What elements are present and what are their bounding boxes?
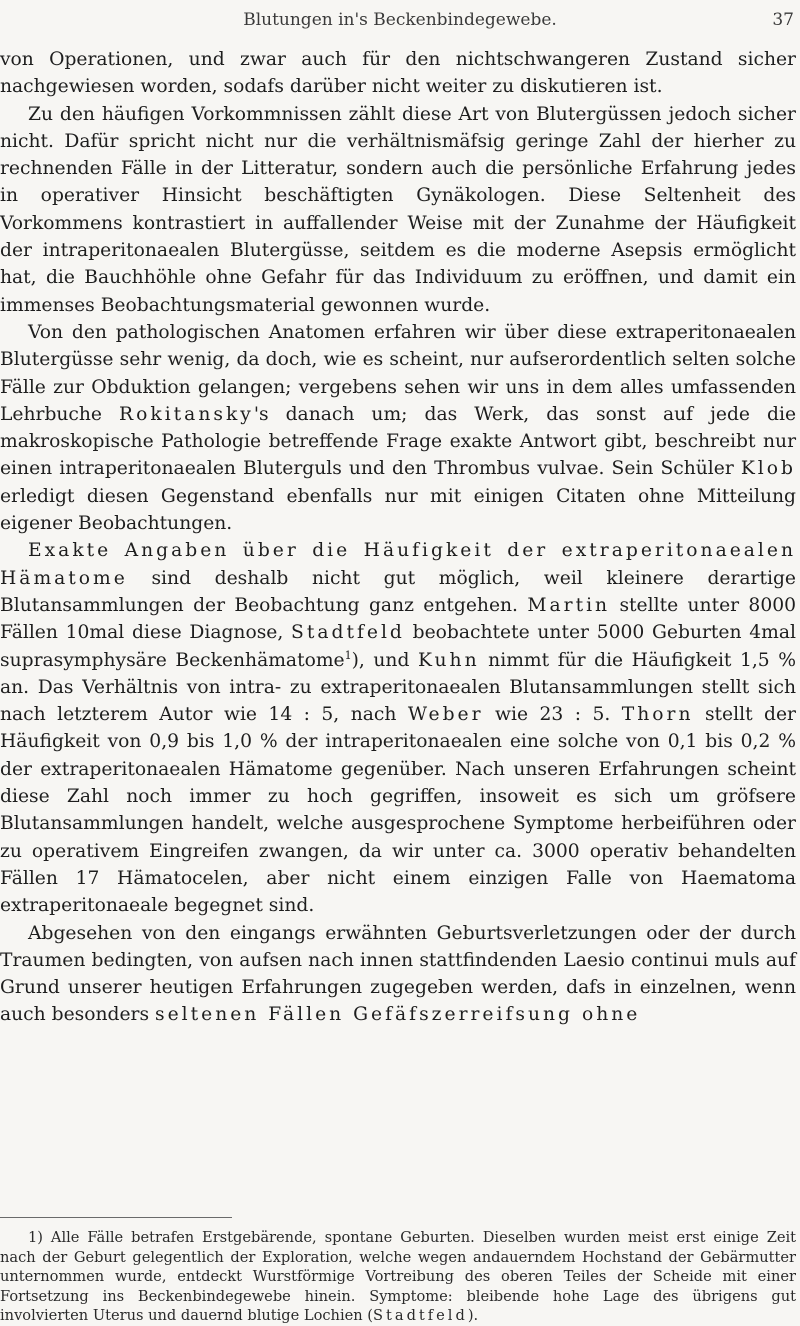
spaced-emphasis: Stadtfeld bbox=[291, 622, 405, 644]
text-run: nimmt für die Häufigkeit 1,5 % an. Das Verhältnis von intra- zu extraperitonaealen Blutansammlungen stellt sich nach letzterem Autor wie 14 : 5, nach bbox=[0, 649, 796, 726]
paragraph bbox=[0, 101, 796, 319]
spaced-emphasis: Thorn bbox=[621, 704, 694, 726]
paragraph bbox=[0, 537, 796, 919]
text-run: beobachtete unter 5000 Geburten 4mal suprasymphysäre Beckenhämatome bbox=[0, 622, 796, 671]
text-run: wie 23 : 5. bbox=[483, 704, 622, 726]
text-run: stellte unter 8000 Fällen 10mal diese Diagnose, bbox=[0, 594, 796, 644]
text-run: Von den pathologischen Anatomen erfahren wir über diese extraperitonaealen Blutergüsse sehr wenig, da doch, wie es scheint, nur aufserordentlich selten solche Fälle zur Obduktion gelangen; vergebens sehen wir uns in dem alles umfassenden Lehrbuche bbox=[0, 321, 796, 425]
running-title: Blutungen in's Beckenbindegewebe. bbox=[243, 10, 557, 30]
text-run: 1) Alle Fälle betrafen Erstgebärende, spontane Geburten. Dieselben wurden meist erst einige Zeit nach der Geburt gelegentlich der Exploration, welche wegen andauerndem Hochstand der Gebärmutter unternommen wurde, entdeckt Wurstförmige Vortreibung des oberen Teiles der Scheide mit einer Fortsetzung ins Beckenbindegewebe hinein. Symptome: bleibende hohe Lage des übrigens gut involvierten Uterus und dauernd blutige Lochien ( bbox=[0, 1229, 796, 1324]
page-header bbox=[0, 10, 800, 34]
text-run: ), und bbox=[351, 649, 418, 671]
text-run: erledigt diesen Gegenstand ebenfalls nur mit einigen Citaten ohne Mitteilung eigener Beobachtungen. bbox=[0, 485, 796, 535]
body-text bbox=[0, 46, 796, 1029]
paragraph bbox=[0, 46, 796, 101]
spaced-emphasis: Rokitansky bbox=[119, 403, 254, 425]
text-run: sind deshalb nicht gut möglich, weil kleinere derartige Blutansammlungen der Beobachtung ganz entgehen. bbox=[0, 567, 796, 616]
spaced-emphasis: seltenen Fällen Gefäfszerreifsung ohne bbox=[155, 1004, 641, 1026]
text-run: von Operationen, und zwar auch für den nichtschwangeren Zustand sicher nachgewiesen worden, sodafs darüber nicht weiter zu diskutieren ist. bbox=[0, 49, 796, 98]
text-run: Abgesehen von den eingangs erwähnten Geburtsverletzungen oder der durch Traumen bedingten, von aufsen nach innen stattfindenden Laesio continui muls auf Grund unserer heutigen Erfahrungen zugegeben werden, dafs in einzelnen, wenn auch besonders bbox=[0, 922, 796, 1026]
paragraph bbox=[0, 319, 796, 537]
text-run: Zu den häufigen Vorkommnissen zählt diese Art von Blutergüssen jedoch sicher nicht. Dafür spricht nicht nur die verhältnismäfsig geringe Zahl der hierher zu rechnenden Fälle in der Litteratur, sondern auch die persönliche Erfahrung jedes in operativer Hinsicht beschäftigten Gynäkologen. Diese Seltenheit des Vorkommens kontrastiert in auffallender Weise mit der Zunahme der Häufigkeit der intraperitonaealen Blutergüsse, seitdem es die moderne Asepsis ermöglicht hat, die Bauchhöhle ohne Gefahr für das Individuum zu eröffnen, und damit ein immenses Beobachtungsmaterial gewonnen wurde. bbox=[0, 103, 796, 316]
spaced-emphasis: Klob bbox=[740, 458, 796, 480]
page-number: 37 bbox=[772, 10, 794, 30]
footnote bbox=[0, 1228, 796, 1326]
spaced-emphasis: Stadtfeld bbox=[373, 1307, 468, 1324]
spaced-emphasis: Martin bbox=[527, 594, 611, 616]
paragraph bbox=[0, 920, 796, 1029]
text-run: 's danach um; das Werk, das sonst auf jede die makroskopische Pathologie betreffende Frage exakte Antwort gibt, beschreibt nur einen intraperitonaealen Bluterguls und den Thrombus vulvae. Sein Schüler bbox=[0, 403, 797, 480]
footnote-separator bbox=[0, 1217, 232, 1218]
spaced-emphasis: Kuhn bbox=[417, 649, 480, 671]
spaced-emphasis: Weber bbox=[407, 704, 484, 726]
spaced-emphasis: Exakte Angaben über die Häufigkeit der extraperitonaealen Hämatome bbox=[0, 540, 796, 589]
footnote-marker: 1 bbox=[344, 648, 352, 662]
text-run: ). bbox=[467, 1307, 479, 1324]
text-run: stellt der Häufigkeit von 0,9 bis 1,0 % der intraperitonaealen eine solche von 0,1 bis 0,2 % der extraperitonaealen Hämatome gegenüber. Nach unseren Erfahrungen scheint diese Zahl noch immer zu hoch gegriffen, insoweit es sich um gröfsere Blutansammlungen handelt, welche ausgesprochene Symptome herbeiführen oder zu operativem Eingreifen zwangen, da wir unter ca. 3000 operativ behandelten Fällen 17 Hämatocelen, aber nicht einem einzigen Falle von Haematoma extraperitonaeale begegnet sind. bbox=[0, 704, 796, 917]
